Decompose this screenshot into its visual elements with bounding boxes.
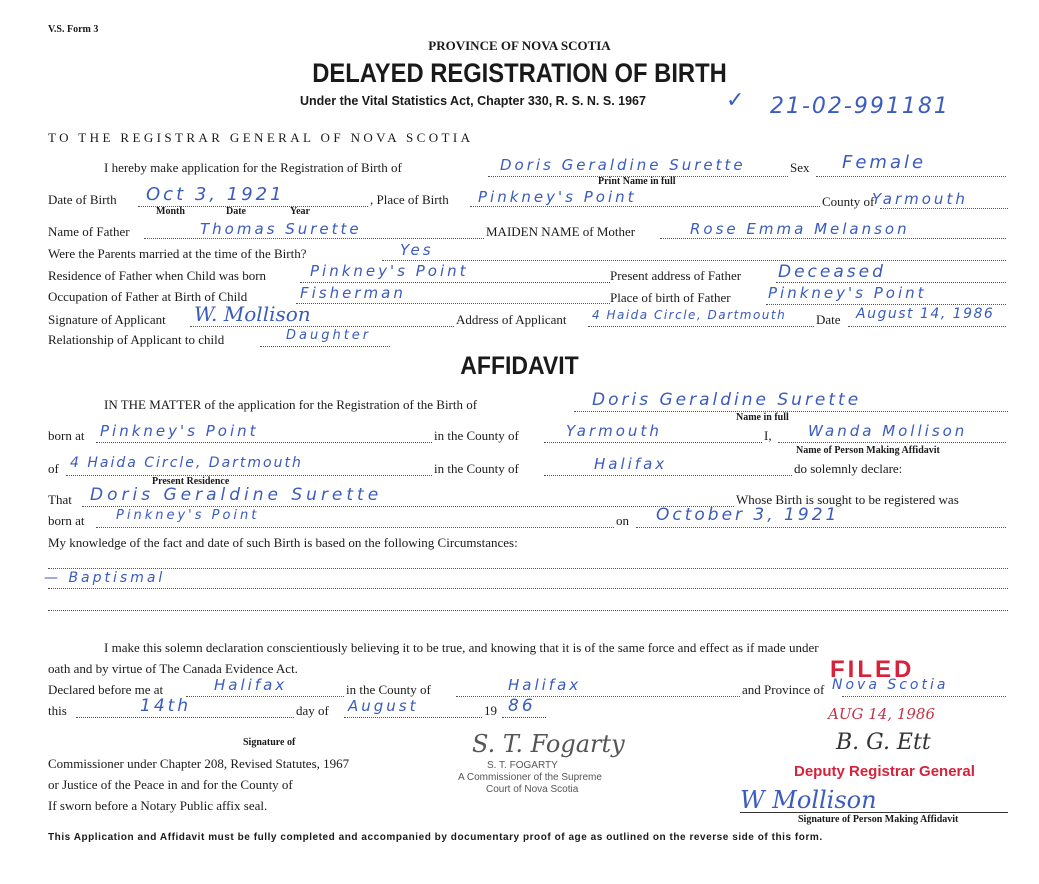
married-value: Yes — [400, 241, 434, 259]
day-of-label: day of — [296, 703, 329, 718]
addr-applicant-label: Address of Applicant — [456, 312, 567, 327]
county3-value: Halifax — [508, 676, 582, 694]
addr-applicant-value: 4 Haida Circle, Dartmouth — [592, 308, 787, 322]
county2-label: in the County of — [434, 461, 519, 476]
present-father-value: Deceased — [778, 262, 886, 282]
affidavit-county-label: in the County of — [434, 428, 519, 443]
father-pob-label: Place of birth of Father — [610, 290, 731, 305]
child-name-value: Doris Geraldine Surette — [500, 156, 746, 174]
sig-applicant-label: Signature of Applicant — [48, 312, 166, 327]
residence-caption: Present Residence — [152, 476, 230, 487]
applicant-signature: W. Mollison — [194, 302, 311, 326]
on-label: on — [616, 513, 629, 528]
solemn-line-1: I make this solemn declaration conscientiously believing it to be true, and knowing that it is of the same force and effect as if made under — [104, 640, 819, 655]
registration-number: 21-02-991181 — [770, 94, 950, 119]
commissioner-stamp-name: S. T. FOGARTY — [487, 760, 558, 771]
residence-value: 4 Haida Circle, Dartmouth — [70, 455, 303, 471]
mother-label: MAIDEN NAME of Mother — [486, 224, 636, 239]
affiant-name-value: Wanda Mollison — [808, 422, 968, 440]
dob-label: Date of Birth — [48, 192, 117, 207]
this-label: this — [48, 703, 67, 718]
sex-value: Female — [842, 152, 927, 173]
knowledge-label: My knowledge of the fact and date of such Birth is based on the following Circumstances: — [48, 535, 518, 550]
month-value: August — [348, 697, 419, 715]
that-label: That — [48, 492, 72, 507]
filed-stamp: FILED — [830, 656, 915, 683]
occupation-label: Occupation of Father at Birth of Child — [48, 289, 248, 304]
apply-label: I hereby make application for the Registration of Birth of — [104, 160, 402, 175]
affidavit-county-value: Yarmouth — [566, 422, 662, 440]
county-value: Yarmouth — [872, 190, 968, 208]
present-father-label: Present address of Father — [610, 268, 742, 283]
date-label: Date — [816, 312, 841, 327]
pob-value: Pinkney's Point — [478, 188, 637, 206]
province-label: and Province of — [742, 682, 825, 697]
commissioner-line-1: Commissioner under Chapter 208, Revised Statutes, 1967 — [48, 756, 350, 771]
born-at-label: born at — [48, 428, 85, 443]
affiant-signature: W Mollison — [740, 786, 877, 814]
province-heading: PROVINCE OF NOVA SCOTIA — [428, 38, 611, 53]
father-value: Thomas Surette — [200, 220, 362, 238]
born-at2-label: born at — [48, 513, 85, 528]
father-label: Name of Father — [48, 224, 130, 239]
born-at-value: Pinkney's Point — [100, 422, 259, 440]
whose-label: Whose Birth is sought to be registered was — [736, 492, 959, 507]
pob-label: , Place of Birth — [370, 192, 449, 207]
married-label: Were the Parents married at the time of the Birth? — [48, 246, 307, 261]
name-full-caption: Name in full — [736, 412, 789, 423]
sex-label: Sex — [790, 160, 810, 175]
footer-note: This Application and Affidavit must be fully completed and accompanied by documentary proof of age as outlined on the reverse side of this form. — [48, 832, 823, 843]
year-caption: Year — [290, 206, 310, 217]
commissioner-line-3: If sworn before a Notary Public affix seal. — [48, 798, 268, 813]
dob-value: Oct 3, 1921 — [146, 184, 285, 205]
declared-at-value: Halifax — [214, 676, 288, 694]
on-date-value: October 3, 1921 — [656, 505, 840, 525]
county2-value: Halifax — [594, 455, 668, 473]
i-label: I, — [764, 428, 772, 443]
of-label: of — [48, 461, 59, 476]
solemn-line-2: oath and by virtue of The Canada Evidence Act. — [48, 661, 298, 676]
that-name-value: Doris Geraldine Surette — [90, 485, 383, 505]
commissioner-stamp-line-1: A Commissioner of the Supreme — [458, 772, 602, 783]
form-code: V.S. Form 3 — [48, 24, 99, 35]
residence-father-label: Residence of Father when Child was born — [48, 268, 267, 283]
mother-value: Rose Emma Melanson — [690, 220, 910, 238]
commissioner-stamp-line-2: Court of Nova Scotia — [486, 784, 579, 795]
province-value: Nova Scotia — [832, 677, 949, 693]
relationship-label: Relationship of Applicant to child — [48, 332, 225, 347]
day-value: 14th — [140, 696, 192, 716]
year-value: 86 — [508, 696, 536, 716]
father-pob-value: Pinkney's Point — [768, 284, 927, 302]
commissioner-signature: S. T. Fogarty — [472, 730, 625, 758]
filed-date: AUG 14, 1986 — [828, 705, 936, 723]
to-registrar: TO THE REGISTRAR GENERAL OF NOVA SCOTIA — [48, 130, 474, 145]
declared-label: Declared before me at — [48, 682, 164, 697]
year-prefix-label: 19 — [484, 703, 497, 718]
circumstances-value: — Baptismal — [44, 570, 166, 586]
affiant-signature-caption: Signature of Person Making Affidavit — [798, 814, 959, 825]
form-subtitle: Under the Vital Statistics Act, Chapter 330, R. S. N. S. 1967 — [300, 94, 646, 108]
affiant-caption: Name of Person Making Affidavit — [796, 445, 940, 456]
relationship-value: Daughter — [286, 328, 372, 343]
county3-label: in the County of — [346, 682, 431, 697]
occupation-value: Fisherman — [300, 284, 406, 302]
date-caption: Date — [226, 206, 246, 217]
declare-label: do solemnly declare: — [794, 461, 903, 476]
date-value: August 14, 1986 — [856, 306, 995, 322]
county-label: County of — [822, 194, 875, 209]
commissioner-line-2: or Justice of the Peace in and for the County of — [48, 777, 293, 792]
born-at2-value: Pinkney's Point — [116, 508, 260, 523]
registrar-initials: B. G. Ett — [836, 730, 931, 755]
check-mark: ✓ — [726, 88, 745, 113]
deputy-registrar-stamp: Deputy Registrar General — [794, 763, 975, 780]
residence-father-value: Pinkney's Point — [310, 262, 469, 280]
matter-label: IN THE MATTER of the application for the Registration of the Birth of — [104, 397, 478, 412]
signature-of-caption: Signature of — [243, 737, 296, 748]
print-name-caption: Print Name in full — [598, 176, 676, 187]
affidavit-name-value: Doris Geraldine Surette — [592, 390, 862, 410]
affidavit-title: AFFIDAVIT — [460, 352, 579, 380]
form-title: DELAYED REGISTRATION OF BIRTH — [312, 58, 727, 88]
month-caption: Month — [156, 206, 185, 217]
